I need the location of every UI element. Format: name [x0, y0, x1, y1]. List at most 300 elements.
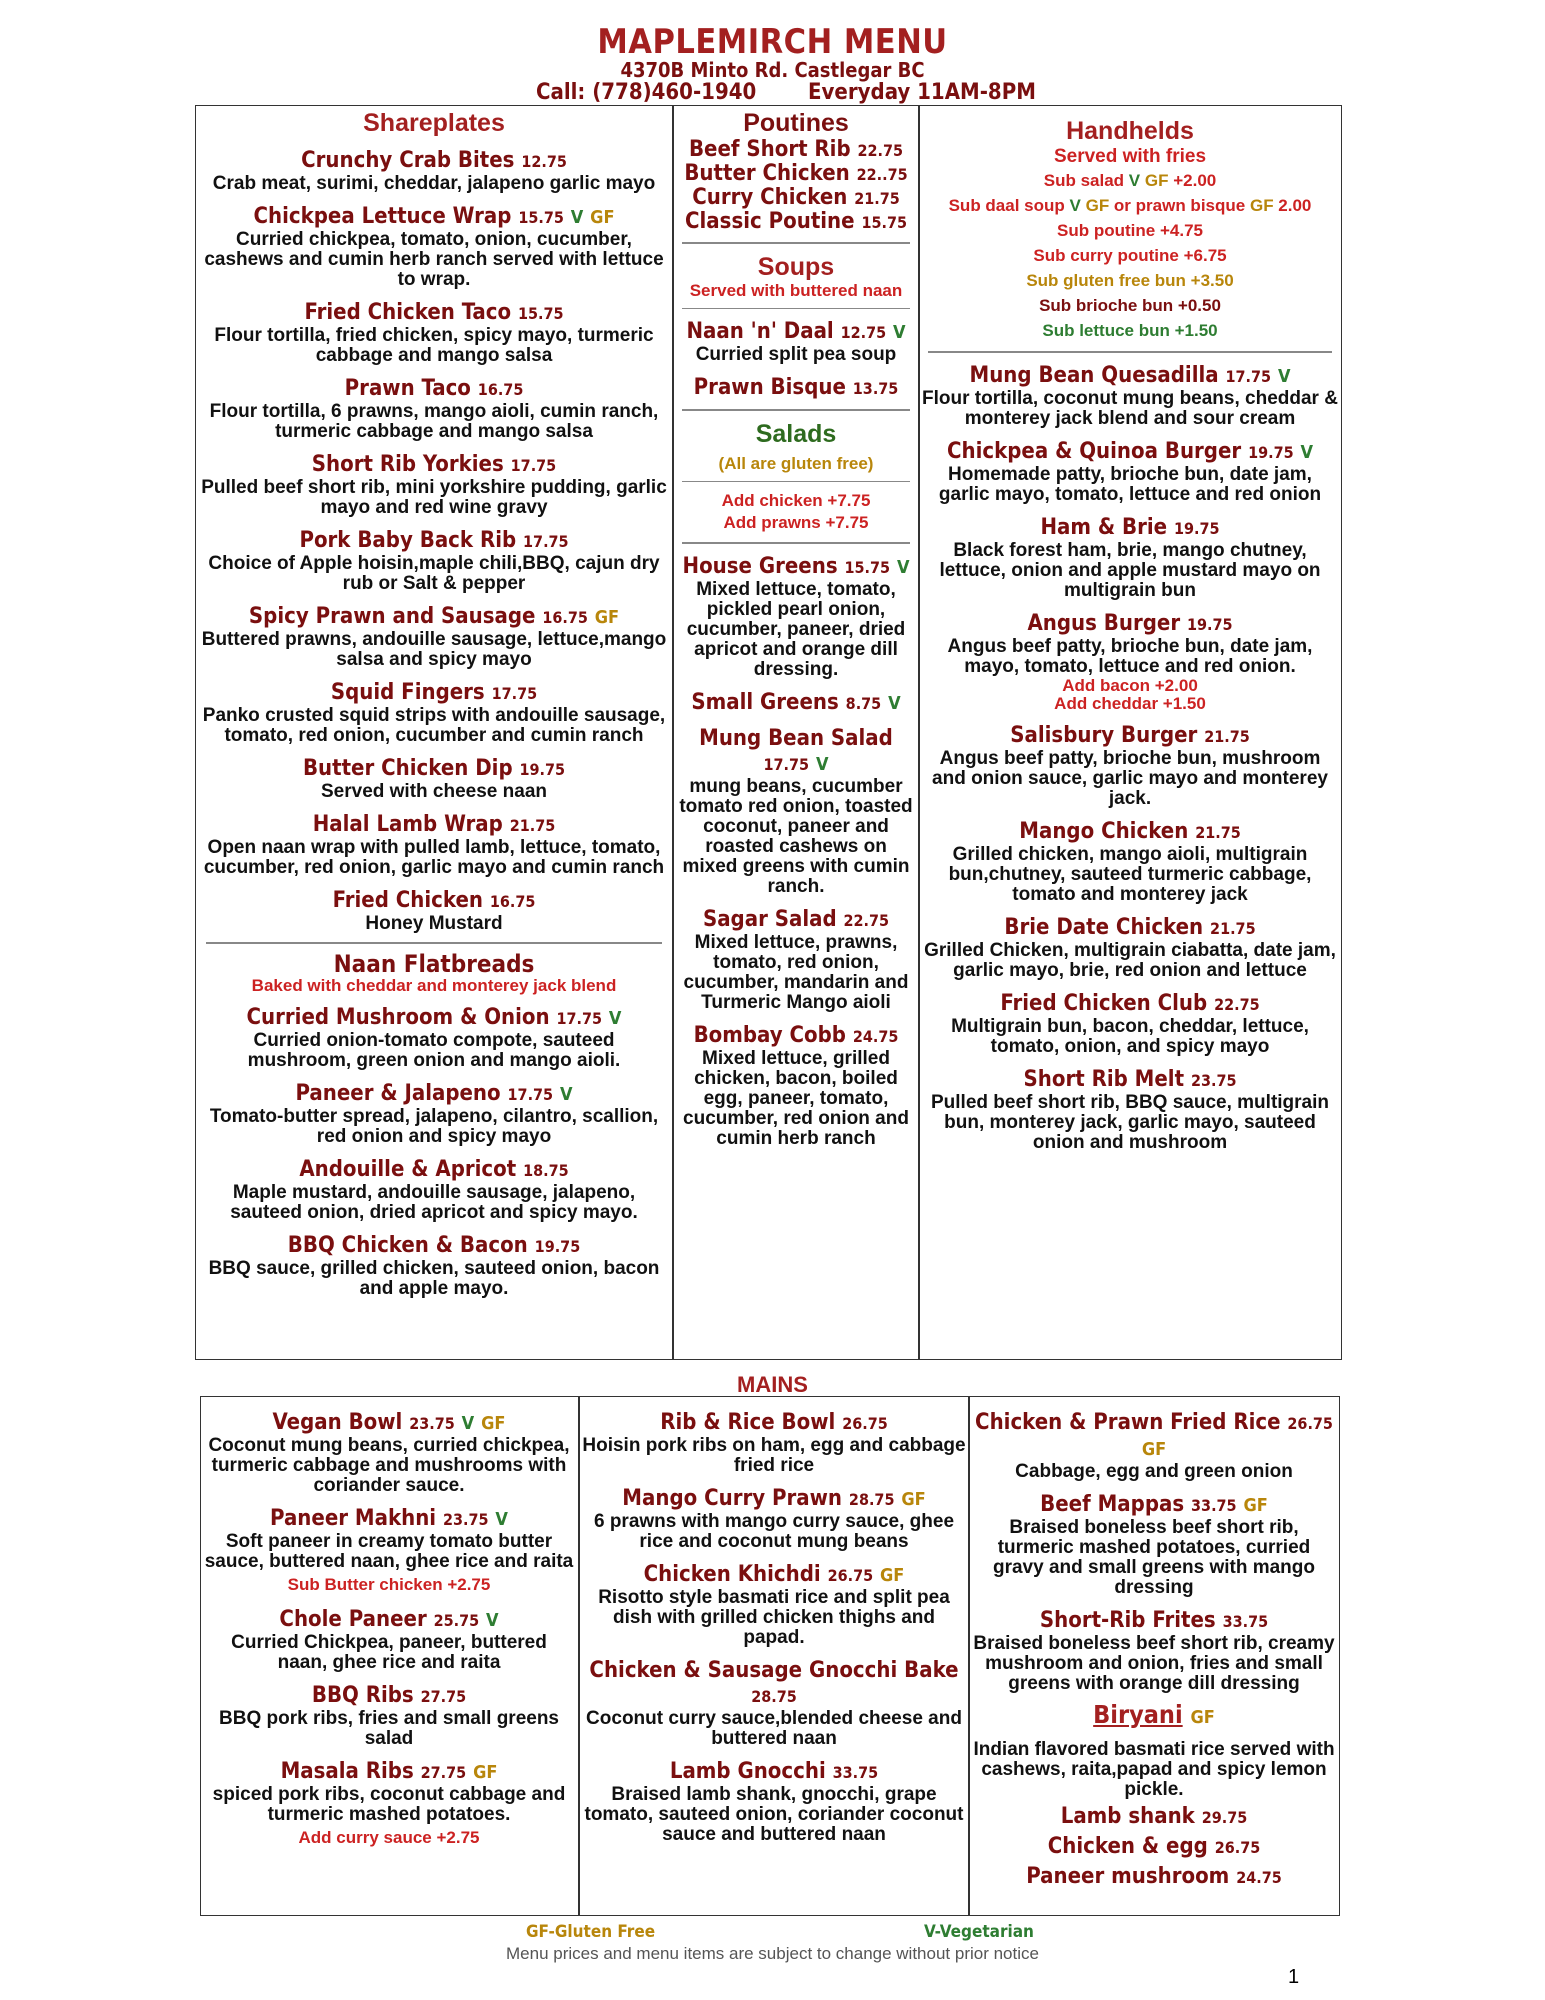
item-name: Butter Chicken	[684, 161, 850, 186]
item-name: Butter Chicken Dip	[302, 756, 513, 781]
item-price: 17.75	[763, 754, 810, 774]
phone[interactable]: Call: (778)460-1940	[536, 80, 757, 105]
item-name-line	[200, 888, 668, 914]
item-name: Masala Ribs	[280, 1759, 414, 1784]
divider	[918, 105, 920, 1360]
item-description: BBQ sauce, grilled chicken, sauteed onion, bacon and apple mayo.	[208, 1257, 660, 1299]
divider	[968, 1396, 970, 1916]
item-name: Biryani	[1093, 1700, 1183, 1729]
item-description: Indian flavored basmati rice served with cashews, raita,papad and spicy lemon pickle.	[973, 1739, 1335, 1800]
address: 4370B Minto Rd. Castlegar BC	[620, 58, 925, 82]
item-price: 24.75	[1236, 1868, 1282, 1887]
biryani-option	[972, 1804, 1336, 1830]
item-price: 17.75	[491, 684, 538, 703]
item-name: Fried Chicken Taco	[304, 300, 512, 325]
item-price: 33.75	[832, 1763, 879, 1782]
shareplates-section	[200, 104, 668, 1299]
item-name: Vegan Bowl	[272, 1410, 403, 1435]
item-name: House Greens	[682, 553, 838, 579]
item-name: Lamb Gnocchi	[669, 1759, 826, 1784]
item-name: Mung Bean Quesadilla	[969, 362, 1219, 388]
item-name-line	[972, 1608, 1336, 1634]
item-description: Panko crusted squid strips with andouille sausage, tomato, red onion, cucumber and cumin ranch	[202, 705, 666, 746]
item-price: 22..75	[856, 165, 908, 184]
gluten-free-tag: GF	[1190, 1707, 1215, 1728]
item-description: Multigrain bun, bacon, cheddar, lettuce, tomato, onion, and spicy mayo	[951, 1015, 1309, 1057]
menu-item	[972, 1492, 1336, 1598]
item-price: 26.75	[1287, 1414, 1333, 1433]
menu-item	[676, 554, 916, 680]
mains-column-1	[204, 1400, 574, 1850]
item-price: 26.75	[842, 1414, 888, 1433]
menu-item	[922, 723, 1338, 809]
menu-item	[972, 1608, 1336, 1694]
item-name: Fried Chicken Club	[1000, 990, 1208, 1016]
item-name: Chickpea Lettuce Wrap	[253, 204, 512, 229]
item-name: Salisbury Burger	[1010, 722, 1198, 748]
vegetarian-tag: V	[1069, 196, 1081, 215]
menu-item	[922, 363, 1338, 429]
item-price: 28.75	[751, 1687, 797, 1706]
item-name-line	[200, 1081, 668, 1107]
menu-item	[972, 1410, 1336, 1482]
poutines-section	[676, 104, 916, 1149]
item-name: Squid Fingers	[330, 680, 485, 705]
menu-item	[200, 1081, 668, 1147]
item-name-line	[200, 148, 668, 174]
item-name: Mango Curry Prawn	[622, 1486, 843, 1511]
menu-item	[200, 300, 668, 366]
item-price: 21.75	[1195, 822, 1241, 842]
item-name: Short Rib Yorkies	[311, 452, 504, 477]
item-price: 18.75	[523, 1160, 569, 1180]
section-title: Salads	[755, 419, 837, 448]
mains-column-3	[972, 1400, 1336, 1890]
item-description: Curried onion-tomato compote, sauteed mushroom, green onion and mango aioli.	[247, 1029, 621, 1071]
gluten-free-tag: GF	[481, 1413, 506, 1434]
menu-item	[922, 1067, 1338, 1153]
item-name-line	[200, 300, 668, 326]
item-name-line	[922, 515, 1338, 541]
gluten-free-tag: GF	[1243, 1495, 1268, 1516]
item-description: Maple mustard, andouille sausage, jalapeno, sauteed onion, dried apricot and spicy mayo.	[230, 1181, 638, 1223]
item-name-line	[676, 907, 916, 933]
divider	[682, 308, 910, 310]
item-name-line	[922, 991, 1338, 1017]
menu-item	[200, 1157, 668, 1223]
vegetarian-tag: V	[570, 207, 584, 228]
item-name-line	[200, 604, 668, 630]
item-price: 21.75	[1204, 726, 1250, 746]
item-price: 15.75	[518, 208, 564, 227]
item-description: Mixed lettuce, grilled chicken, bacon, boiled egg, paneer, tomato, cucumber, red onion and cumin herb ranch	[683, 1047, 909, 1149]
divider	[578, 1396, 580, 1916]
menu-item	[200, 604, 668, 670]
legend-vegetarian: V-Vegetarian	[924, 1922, 1034, 1942]
sub-option: Sub curry poutine +6.75	[1033, 246, 1227, 265]
item-price: 24.75	[852, 1026, 899, 1046]
item-name: Spicy Prawn and Sausage	[248, 604, 536, 629]
item-price: 21.75	[854, 189, 900, 208]
item-name-line	[200, 452, 668, 478]
item-price: 17.75	[523, 532, 569, 551]
item-price: 28.75	[848, 1490, 895, 1509]
menu-item	[676, 726, 916, 897]
add-cheddar: Add cheddar +1.50	[1054, 693, 1206, 713]
item-description: Crab meat, surimi, cheddar, jalapeno garlic mayo	[212, 173, 656, 194]
gluten-free-tag: GF	[590, 207, 615, 228]
item-price: 23.75	[409, 1414, 455, 1433]
item-name-line	[200, 204, 668, 230]
menu-item	[200, 1233, 668, 1299]
menu-item	[200, 888, 668, 934]
item-description: Hoisin pork ribs on ham, egg and cabbage fried rice	[582, 1435, 966, 1476]
item-price: 16.75	[477, 380, 524, 399]
item-name: Brie Date Chicken	[1004, 914, 1204, 940]
divider	[206, 942, 662, 944]
vegetarian-tag: V	[608, 1007, 622, 1029]
menu-item	[204, 1607, 574, 1673]
item-name-line	[582, 1658, 966, 1709]
page-number: 1	[1288, 1966, 1300, 1988]
menu-item	[582, 1562, 966, 1648]
item-description: mung beans, cucumber tomato red onion, toasted coconut, paneer and roasted cashews on mixed greens with cumin ranch.	[679, 775, 913, 897]
menu-item	[676, 1023, 916, 1149]
sub-option: Sub lettuce bun +1.50	[1042, 321, 1218, 340]
poutine-item	[676, 138, 916, 162]
item-name-line	[200, 1005, 668, 1031]
section-subtitle: Served with buttered naan	[689, 280, 903, 300]
item-name-line	[200, 1233, 668, 1259]
item-name: Pork Baby Back Rib	[299, 528, 517, 553]
item-name-line	[676, 319, 916, 345]
vegetarian-tag: V	[559, 1083, 573, 1105]
item-price: 13.75	[852, 379, 899, 398]
item-description: Braised boneless beef short rib, creamy mushroom and onion, fries and small greens with orange dill dressing	[973, 1633, 1335, 1694]
section-title: Poutines	[743, 109, 849, 137]
gluten-free-tag: GF	[880, 1565, 905, 1586]
menu-item	[200, 756, 668, 802]
item-price: 27.75	[420, 1687, 467, 1706]
handhelds-section	[922, 112, 1338, 1153]
item-price: 21.75	[509, 816, 556, 835]
item-name: Ham & Brie	[1040, 514, 1168, 540]
item-name-line	[204, 1506, 574, 1532]
vegetarian-tag: V	[461, 1413, 475, 1434]
add-bacon: Add bacon +2.00	[1062, 675, 1198, 695]
item-price: 27.75	[420, 1763, 467, 1782]
item-description: Curried split pea soup	[695, 344, 897, 365]
item-name: Andouille & Apricot	[299, 1156, 517, 1182]
item-name: Bombay Cobb	[693, 1022, 846, 1048]
sub-option: Sub brioche bun +0.50	[1039, 296, 1221, 315]
item-name-line	[922, 819, 1338, 845]
item-price: 26.75	[827, 1566, 874, 1585]
item-name-line	[972, 1410, 1336, 1462]
item-description: Homemade patty, brioche bun, date jam, garlic mayo, tomato, lettuce and red onion	[938, 463, 1322, 505]
item-description: Flour tortilla, fried chicken, spicy mayo, turmeric cabbage and mango salsa	[214, 325, 654, 366]
item-name: Halal Lamb Wrap	[312, 812, 503, 837]
menu-item	[676, 690, 916, 716]
item-price: 17.75	[507, 1084, 554, 1104]
item-name-line	[204, 1759, 574, 1785]
menu-item	[204, 1410, 574, 1496]
item-name: Naan 'n' Daal	[686, 319, 834, 344]
poutine-item	[676, 162, 916, 186]
menu-item	[582, 1410, 966, 1476]
item-price: 22.75	[857, 141, 904, 160]
section-title: Handhelds	[1066, 117, 1194, 145]
item-description: Angus beef patty, brioche bun, mushroom and onion sauce, garlic mayo and monterey jack.	[932, 747, 1328, 809]
menu-item	[922, 515, 1338, 601]
item-name: Chicken Khichdi	[643, 1562, 821, 1587]
item-name-line	[676, 1023, 916, 1049]
item-description: Braised lamb shank, gnocchi, grape tomato, sauteed onion, coriander coconut sauce and buttered naan	[584, 1784, 964, 1845]
item-name-line	[922, 611, 1338, 637]
divider	[682, 409, 910, 411]
menu-item	[922, 991, 1338, 1057]
item-description: Risotto style basmati rice and split pea dish with grilled chicken thighs and papad.	[598, 1587, 950, 1648]
divider	[928, 351, 1332, 353]
vegetarian-tag: V	[1300, 441, 1314, 463]
gluten-free-tag: GF	[473, 1762, 498, 1783]
biryani-option	[972, 1864, 1336, 1890]
gluten-free-tag: GF	[1144, 171, 1169, 190]
item-description: Coconut curry sauce,blended cheese and buttered naan	[586, 1708, 962, 1749]
sub-option: Sub gluten free bun +3.50	[1026, 271, 1234, 290]
item-name-line	[204, 1607, 574, 1633]
item-description: Honey Mustard	[365, 913, 503, 934]
gluten-free-tag: GF	[1085, 196, 1110, 215]
item-price: 21.75	[1210, 918, 1256, 938]
item-description: Angus beef patty, brioche bun, date jam, mayo, tomato, lettuce and red onion.	[947, 635, 1313, 677]
item-description: Open naan wrap with pulled lamb, lettuce, tomato, cucumber, red onion, garlic mayo and cumin ranch	[203, 837, 665, 878]
item-name-line	[676, 726, 916, 777]
item-name: Short-Rib Frites	[1039, 1608, 1216, 1633]
item-description: 6 prawns with mango curry sauce, ghee rice and coconut mung beans	[593, 1511, 955, 1552]
vegetarian-tag: V	[486, 1610, 499, 1631]
item-name: Beef Short Rib	[688, 137, 851, 162]
section-title: Naan Flatbreads	[333, 949, 535, 978]
item-name-line	[676, 690, 916, 716]
item-name-line	[200, 528, 668, 554]
item-name-line	[922, 363, 1338, 389]
item-name: Chole Paneer	[279, 1607, 427, 1632]
item-price: 33.75	[1191, 1496, 1237, 1515]
item-price: 22.75	[843, 910, 890, 930]
item-description: Soft paneer in creamy tomato butter sauce, buttered naan, ghee rice and raita	[204, 1531, 574, 1572]
gluten-free-tag: GF	[1141, 1439, 1167, 1460]
divider	[682, 542, 910, 544]
item-name: Prawn Taco	[344, 376, 471, 401]
menu-item	[676, 375, 916, 401]
item-name: BBQ Chicken & Bacon	[287, 1232, 528, 1258]
item-name-line	[582, 1562, 966, 1588]
mains-column-2	[582, 1400, 966, 1845]
vegetarian-tag: V	[896, 556, 910, 578]
item-price: 17.75	[556, 1008, 603, 1028]
item-price: 16.75	[542, 608, 588, 627]
vegetarian-tag: V	[1277, 365, 1291, 387]
item-price: 15.75	[517, 304, 564, 323]
item-name-line	[200, 812, 668, 838]
divider	[682, 242, 910, 244]
item-name-line	[204, 1683, 574, 1709]
menu-item	[922, 819, 1338, 905]
item-name: Curry Chicken	[692, 185, 848, 210]
menu-item	[200, 812, 668, 878]
item-description: Grilled chicken, mango aioli, multigrain bun,chutney, sauteed turmeric cabbage, tomato and monterey jack	[948, 843, 1312, 905]
item-description: Pulled beef short rib, mini yorkshire pudding, garlic mayo and red wine gravy	[201, 477, 667, 518]
item-price: 17.75	[1225, 366, 1272, 386]
item-name: Rib & Rice Bowl	[660, 1410, 836, 1435]
menu-item	[200, 528, 668, 594]
item-price: 26.75	[1214, 1838, 1261, 1857]
item-description: Black forest ham, brie, mango chutney, lettuce, onion and apple mustard mayo on multigrain bun	[939, 539, 1321, 601]
gluten-free-tag: GF	[1249, 196, 1274, 215]
item-name-line	[922, 1067, 1338, 1093]
item-name-line	[676, 375, 916, 401]
item-name: Mango Chicken	[1019, 818, 1189, 844]
item-name: Mung Bean Salad	[699, 725, 893, 751]
item-price: 23.75	[442, 1510, 489, 1529]
menu-item	[204, 1759, 574, 1850]
item-name-line	[200, 680, 668, 706]
item-name-line	[676, 554, 916, 580]
item-description: Coconut mung beans, curried chickpea, turmeric cabbage and mushrooms with coriander sauce.	[208, 1435, 570, 1496]
item-price: 8.75	[845, 693, 882, 713]
item-name: Chicken & egg	[1047, 1834, 1208, 1859]
section-title: Soups	[757, 252, 835, 281]
menu-item	[922, 915, 1338, 981]
divider	[682, 481, 910, 483]
item-price: 19.75	[519, 760, 566, 779]
menu-item	[200, 204, 668, 290]
item-price: 12.75	[521, 152, 567, 171]
poutine-item	[676, 210, 916, 234]
item-name-line	[922, 439, 1338, 465]
item-name: Short Rib Melt	[1023, 1066, 1185, 1092]
item-price: 19.75	[534, 1236, 581, 1256]
item-price: 19.75	[1174, 518, 1220, 538]
poutine-item	[676, 186, 916, 210]
item-name: Sagar Salad	[702, 906, 837, 932]
item-name-line	[204, 1410, 574, 1436]
item-name: Prawn Bisque	[693, 375, 846, 400]
menu-item	[204, 1683, 574, 1749]
item-name-line	[922, 915, 1338, 941]
item-description: Grilled Chicken, multigrain ciabatta, date jam, garlic mayo, brie, red onion and lettuce	[924, 939, 1336, 981]
menu-item	[582, 1486, 966, 1552]
item-description: Tomato-butter spread, jalapeno, cilantro, scallion, red onion and spicy mayo	[209, 1105, 659, 1147]
item-description: Cabbage, egg and green onion	[1015, 1461, 1293, 1482]
vegetarian-tag: V	[893, 322, 906, 343]
item-price: 33.75	[1222, 1612, 1269, 1631]
item-description: Mixed lettuce, prawns, tomato, red onion, cucumber, mandarin and Turmeric Mango aioli	[683, 931, 909, 1013]
menu-item	[922, 439, 1338, 505]
menu-item	[582, 1759, 966, 1845]
sub-option: Sub daal soup V GF or prawn bisque GF 2.00	[948, 196, 1312, 215]
item-name: Chickpea & Quinoa Burger	[946, 438, 1242, 464]
hours: Everyday 11AM-8PM	[808, 80, 1036, 105]
item-description: Choice of Apple hoisin,maple chili,BBQ, cajun dry rub or Salt & pepper	[208, 553, 660, 594]
item-price: 16.75	[489, 892, 536, 911]
item-price: 12.75	[840, 323, 887, 342]
item-name: Paneer & Jalapeno	[295, 1080, 501, 1106]
item-name: Crunchy Crab Bites	[301, 148, 515, 173]
section-title: Shareplates	[363, 109, 505, 137]
item-name: Small Greens	[691, 689, 839, 715]
item-name-line	[582, 1486, 966, 1512]
item-description: BBQ pork ribs, fries and small greens salad	[219, 1708, 559, 1749]
item-price: 22.75	[1214, 994, 1260, 1014]
menu-title: MAPLEMIRCH MENU	[597, 22, 948, 62]
item-extra: Sub Butter chicken +2.75	[287, 1575, 491, 1594]
item-price: 23.75	[1190, 1070, 1237, 1090]
vegetarian-tag: V	[495, 1509, 508, 1530]
section-subtitle: (All are gluten free)	[718, 453, 874, 473]
menu-item	[200, 452, 668, 518]
item-description: Flour tortilla, coconut mung beans, cheddar & monterey jack blend and sour cream	[922, 387, 1338, 429]
item-name: Chicken & Prawn Fried Rice	[975, 1410, 1281, 1435]
item-description: Flour tortilla, 6 prawns, mango aioli, cumin ranch, turmeric cabbage and mango salsa	[209, 401, 659, 442]
gluten-free-tag: GF	[594, 607, 620, 628]
menu-item	[200, 376, 668, 442]
item-name-line	[582, 1410, 966, 1436]
vegetarian-tag: V	[888, 692, 901, 714]
add-chicken: Add chicken +7.75	[721, 491, 871, 510]
biryani-option	[972, 1834, 1336, 1860]
item-name-line	[200, 1157, 668, 1183]
item-name-line	[922, 723, 1338, 749]
item-name: Paneer Makhni	[270, 1506, 437, 1531]
item-description: Mixed lettuce, tomato, pickled pearl onion, cucumber, paneer, dried apricot and orange dill dressing.	[686, 578, 906, 680]
section-subtitle: Baked with cheddar and monterey jack blend	[251, 975, 617, 995]
item-name-line	[200, 376, 668, 402]
menu-item-biryani	[972, 1702, 1336, 1890]
menu-item	[582, 1658, 966, 1749]
disclaimer: Menu prices and menu items are subject to change without prior notice	[506, 1944, 1039, 1963]
item-description: spiced pork ribs, coconut cabbage and turmeric mashed potatoes.	[212, 1784, 566, 1825]
item-name: Lamb shank	[1060, 1804, 1195, 1829]
item-name: Classic Poutine	[685, 209, 855, 234]
item-price: 15.75	[844, 557, 891, 577]
menu-item	[204, 1506, 574, 1597]
sub-option: Sub salad V GF +2.00	[1043, 171, 1217, 190]
menu-item	[922, 611, 1338, 677]
add-prawns: Add prawns +7.75	[723, 513, 869, 532]
divider	[672, 105, 674, 1360]
item-price: 29.75	[1201, 1808, 1248, 1827]
item-name: Curried Mushroom & Onion	[246, 1004, 550, 1030]
item-description: Pulled beef short rib, BBQ sauce, multigrain bun, monterey jack, garlic mayo, sauteed onion and mushroom	[930, 1091, 1330, 1153]
section-subtitle: Served with fries	[1053, 146, 1207, 167]
sub-option: Sub poutine +4.75	[1057, 221, 1203, 240]
item-price: 19.75	[1248, 442, 1294, 462]
vegetarian-tag: V	[1128, 171, 1141, 190]
item-extra: Add curry sauce +2.75	[298, 1828, 480, 1847]
mains-title: MAINS	[737, 1372, 808, 1397]
item-price: 17.75	[510, 456, 557, 475]
item-price: 25.75	[433, 1611, 480, 1630]
item-name-line	[972, 1492, 1336, 1518]
item-description: Served with cheese naan	[321, 781, 547, 802]
item-description: Buttered prawns, andouille sausage, lettuce,mango salsa and spicy mayo	[201, 629, 667, 670]
menu-item	[200, 1005, 668, 1071]
menu-item	[676, 907, 916, 1013]
menu-item	[676, 319, 916, 365]
item-name: Fried Chicken	[332, 888, 483, 913]
